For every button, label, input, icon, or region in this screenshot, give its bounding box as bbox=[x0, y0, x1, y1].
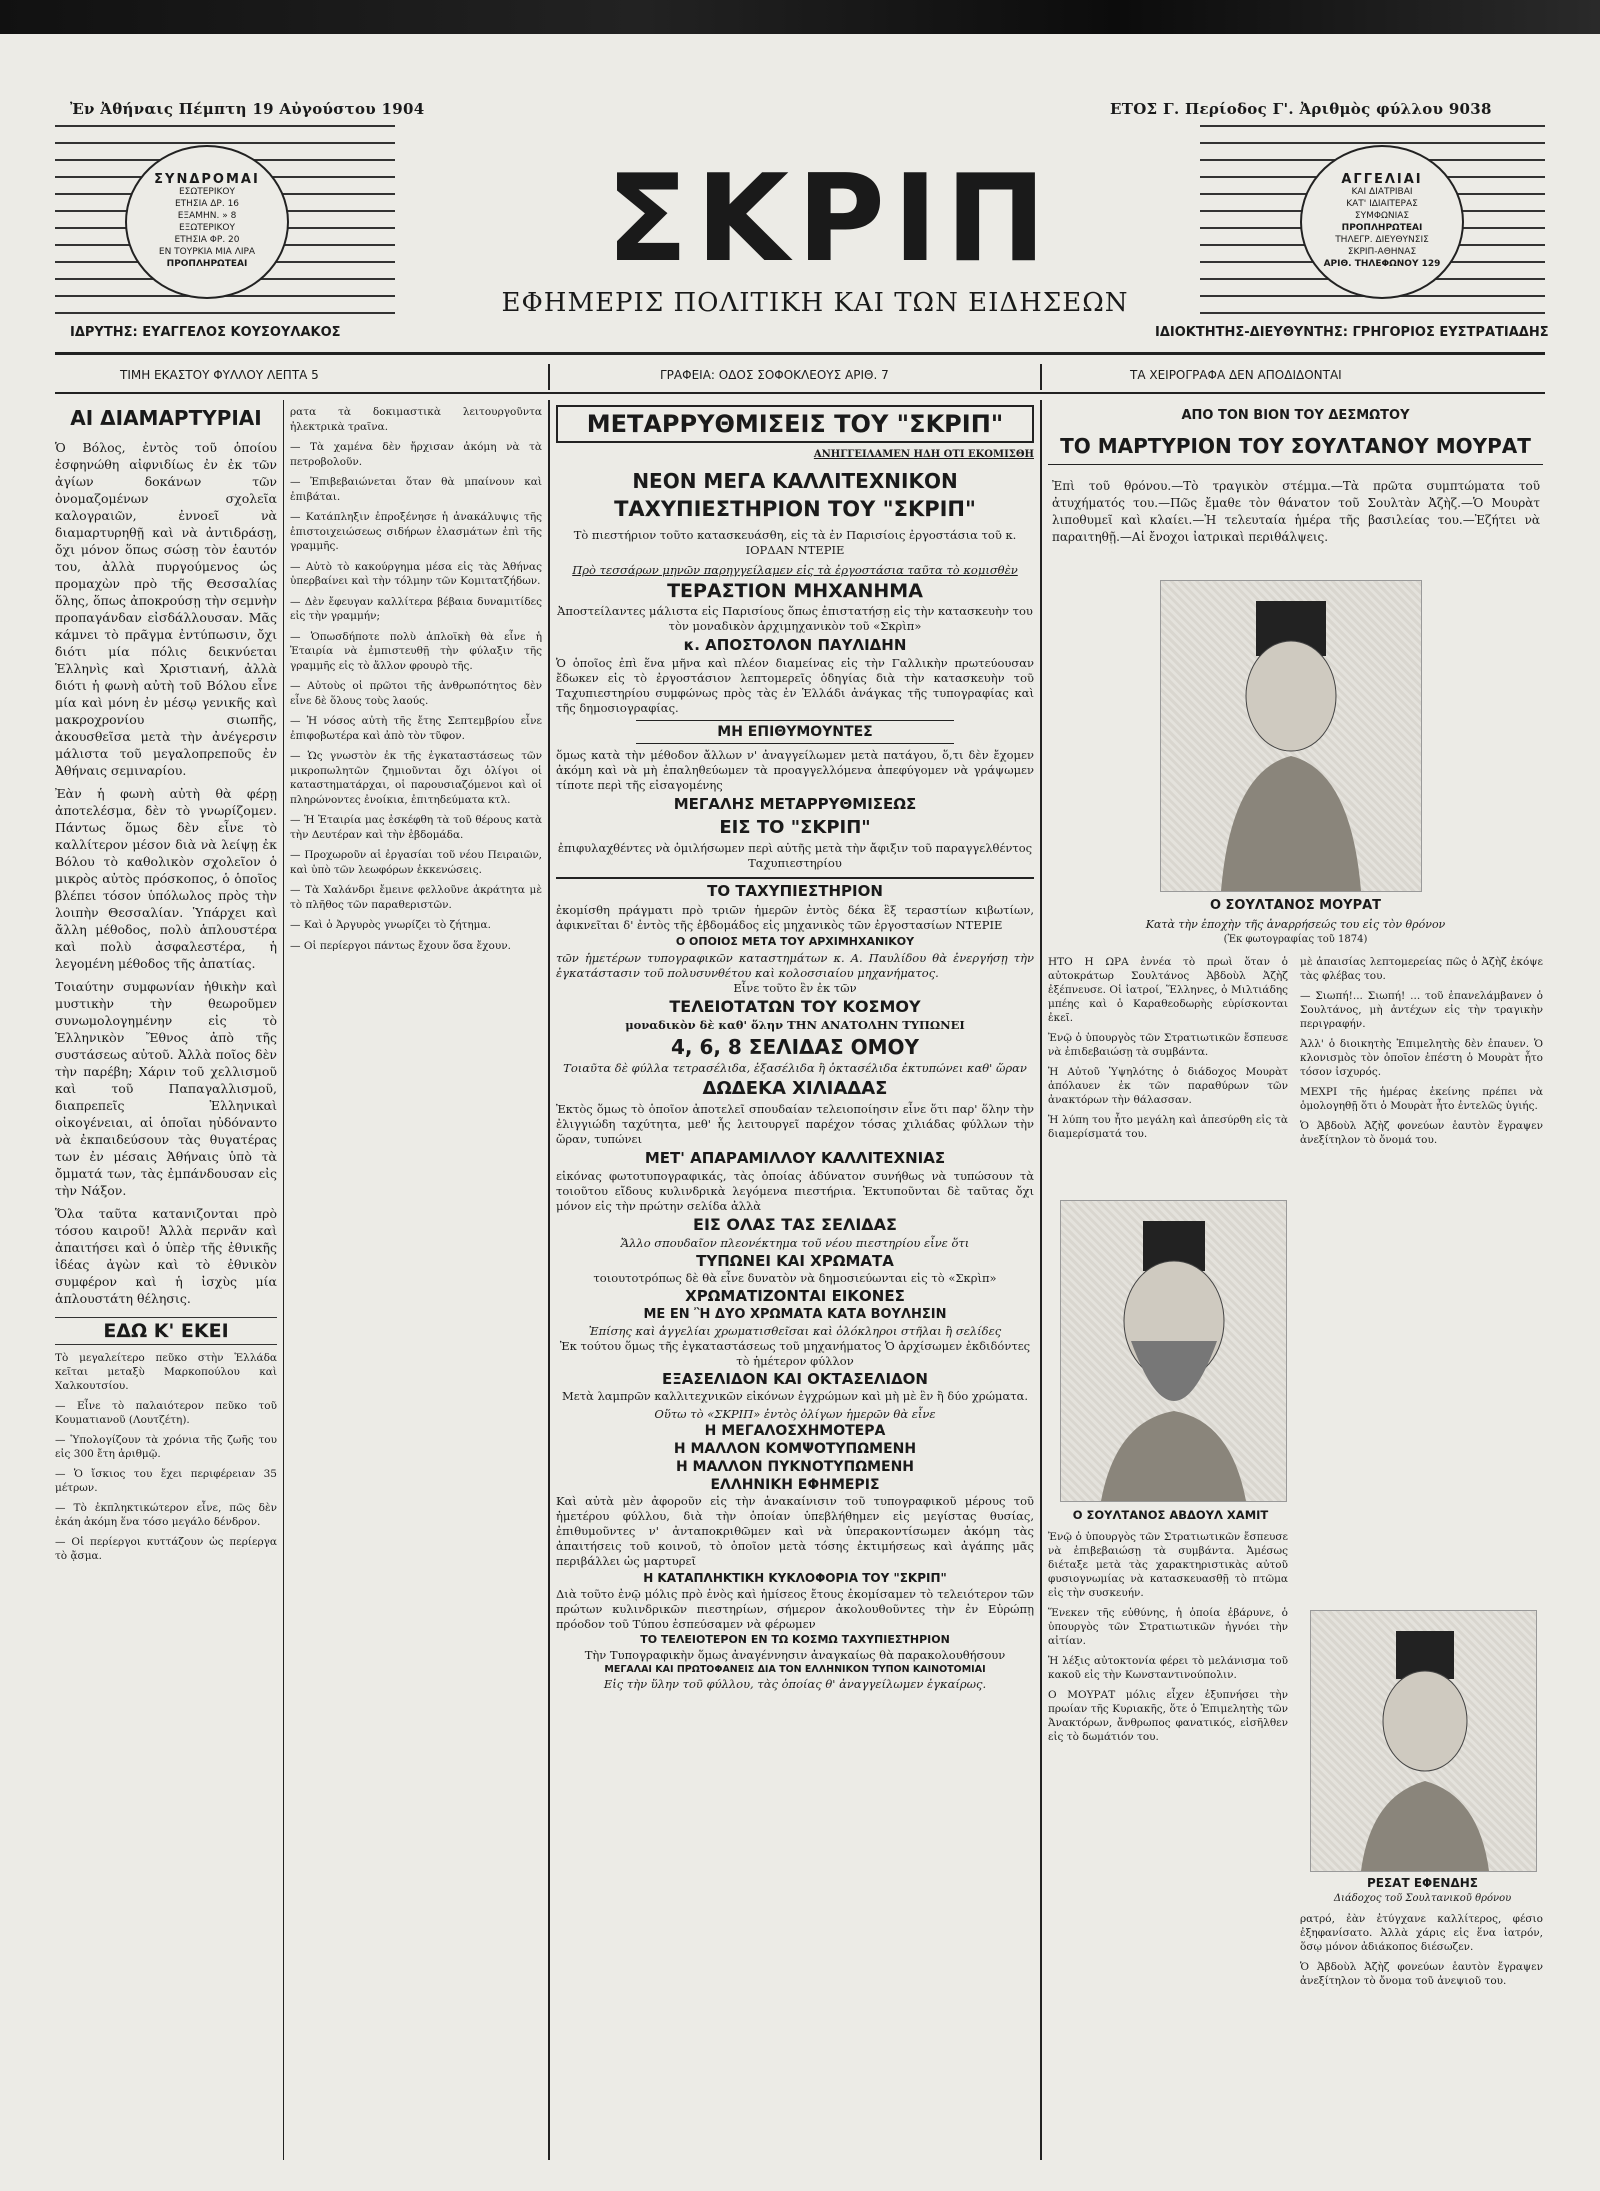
heading: ΜΕΓΑΛΑΙ ΚΑΙ ΠΡΩΤΟΦΑΝΕΙΣ ΔΙΑ ΤΟΝ ΕΛΛΗΝΙΚΟΝ ΤΥΠΟΝ ΚΑΙΝΟΤΟΜΙΑΙ bbox=[604, 1664, 986, 1675]
column-rule bbox=[548, 400, 550, 2160]
price-line: ΤΙΜΗ ΕΚΑΣΤΟΥ ΦΥΛΛΟΥ ΛΕΠΤΑ 5 bbox=[120, 368, 319, 382]
heading: ΤΕΛΕΙΟΤΑΤΩΝ ΤΟΥ ΚΟΣΜΟΥ bbox=[669, 997, 921, 1016]
paragraph: Ὁ Ἀβδοὺλ Ἀζὴζ φονεύων ἑαυτὸν ἔγραψεν ἀνεξίτηλον τὸ ὄνομά του. bbox=[1300, 1120, 1543, 1146]
heading: ΧΡΩΜΑΤΙΖΟΝΤΑΙ ΕΙΚΟΝΕΣ bbox=[685, 1287, 905, 1305]
short-item: — Προχωροῦν αἱ ἐργασίαι τοῦ νέου Πειραιῶν, καὶ ὑπὸ τῶν λεωφόρων ἐκκενώσεις. bbox=[290, 849, 542, 876]
column-short-news bbox=[290, 405, 542, 2155]
paragraph: Ὁ ὁποῖος ἐπὶ ἕνα μῆνα καὶ πλέον διαμείνας εἰς τὴν Γαλλικὴν πρωτεύουσαν ἔδωκεν εἰς τὸ ἐργοστάσιον λεπτομερεῖς ὁδηγίας διὰ τὴν κατασκευὴν τοῦ Ταχυπιεστηρίου συμφώνως πρὸς τὰς ἐν Ἑλλάδι ἀνάγκας τῆς τυπογραφίας καὶ τῆς δημοσιογραφίας. bbox=[556, 656, 1034, 715]
heading: Η ΚΑΤΑΠΛΗΚΤΙΚΗ ΚΥΚΛΟΦΟΡΙΑ ΤΟΥ "ΣΚΡΙΠ" bbox=[643, 1571, 947, 1585]
badge-line: ΚΑΤ' ΙΔΙΑΙΤΕΡΑΣ bbox=[1346, 199, 1418, 209]
heading: ΕΙΣ ΤΟ "ΣΚΡΙΠ" bbox=[719, 817, 871, 838]
paragraph: Εἰς τὴν ὕλην τοῦ φύλλου, τὰς ὁποίας θ' ἀναγγείλωμεν ἐγκαίρως. bbox=[603, 1677, 987, 1691]
badge-title: ΣΥΝΔΡΟΜΑΙ bbox=[154, 172, 260, 187]
badge-line: ΤΗΛΕΓΡ. ΔΙΕΥΘΥΝΣΙΣ bbox=[1335, 235, 1429, 245]
column-reforms bbox=[556, 405, 1034, 2155]
office-line: ΓΡΑΦΕΙΑ: ΟΔΟΣ ΣΟΦΟΚΛΕΟΥΣ ΑΡΙΘ. 7 bbox=[660, 368, 889, 382]
murat-text-right bbox=[1300, 955, 1543, 1545]
paragraph: μὲ ἀπαισίας λεπτομερείας πῶς ὁ Ἀζὴζ ἐκόψε τὰς φλέβας του. bbox=[1300, 956, 1543, 982]
top-black-band bbox=[0, 0, 1600, 34]
newspaper-subtitle: ΕΦΗΜΕΡΙΣ ΠΟΛΙΤΙΚΗ ΚΑΙ ΤΩΝ ΕΙΔΗΣΕΩΝ bbox=[501, 288, 1129, 318]
article-title: ΑΙ ΔΙΑΜΑΡΤΥΡΙΑΙ bbox=[70, 406, 262, 430]
article-kicker: ΑΠΟ ΤΟΝ ΒΙΟΝ ΤΟΥ ΔΕΣΜΩΤΟΥ bbox=[1181, 408, 1410, 423]
column-rule bbox=[1040, 400, 1042, 2160]
paragraph: Τὸ πιεστήριον τοῦτο κατασκευάσθη, εἰς τὰ ἐν Παρισίοις ἐργοστάσια τοῦ κ. ΙΟΡΔΑΝ ΝΤΕΡΙΕ bbox=[573, 528, 1017, 557]
infobar-rule bbox=[55, 392, 1545, 394]
paragraph: Ἄλλο σπουδαῖον πλεονέκτημα τοῦ νέου πιεστηρίου εἶνε ὅτι bbox=[620, 1236, 970, 1250]
badge-line: ΕΝ ΤΟΥΡΚΙΑ ΜΙΑ ΛΙΡΑ bbox=[158, 247, 256, 257]
short-item: ρατα τὰ δοκιμαστικὰ λειτουργοῦντα ἠλεκτρικὰ τραῖνα. bbox=[290, 406, 542, 433]
portrait-caption-source: (Ἐκ φωτογραφίας τοῦ 1874) bbox=[1223, 934, 1368, 945]
heading: ΜΕΓΑΛΗΣ ΜΕΤΑΡΡΥΘΜΙΣΕΩΣ bbox=[673, 795, 917, 813]
heading: Ο ΟΠΟΙΟΣ ΜΕΤΑ ΤΟΥ ΑΡΧΙΜΗΧΑΝΙΚΟΥ bbox=[675, 935, 915, 948]
heading: ΜΗ ΕΠΙΘΥΜΟΥΝΤΕΣ bbox=[636, 720, 954, 744]
short-item: — Τὸ ἐκπληκτικώτερον εἶνε, πῶς δὲν ἐκάη ἀκόμη ἕνα τόσο μεγάλο δένδρον. bbox=[55, 1502, 277, 1528]
infobar-divider bbox=[1040, 364, 1042, 390]
dateline-left: Ἐν Ἀθήναις Πέμπτη 19 Αὐγούστου 1904 bbox=[70, 100, 425, 118]
paragraph: Ἐκτὸς ὅμως τὸ ὁποῖον ἀποτελεῖ σπουδαίαν τελειοποίησιν εἶνε ὅτι παρ' ὅλην τὴν ἐλιγγιώδη ταχύτητα, μεθ' ἧς λειτουργεῖ παρέχον τόσας χιλιάδας φύλλων τὴν ὥραν, τυπώνει bbox=[556, 1102, 1034, 1146]
section-title: ΕΔΩ Κ' ΕΚΕΙ bbox=[55, 1317, 277, 1345]
portrait-caption-sub: Διάδοχος τοῦ Σουλτανικοῦ θρόνου bbox=[1333, 1893, 1512, 1904]
paragraph: Ο ΜΟΥΡΑΤ μόλις εἶχεν ἐξυπνήσει τὴν πρωίαν τῆς Κυριακῆς, ὅτε ὁ Ἐπιμελητὴς τῶν Ἀνακτόρων, ἄνθρωπος φανατικός, εἰσῆλθεν εἰς τὸ δωμάτιόν του. bbox=[1048, 1689, 1288, 1743]
paragraph: Ὅλα ταῦτα κατανιζονται πρὸ τόσου καιροῦ! Ἀλλὰ περνᾶν καὶ ἀπαιτήσει καὶ ὁ ὑπὲρ τῆς ἐθνικῆς ἰδέας ἀγὼν καὶ τὸ ἐθνικὸν συμφέρον καὶ ἡ ἰσχὺς μία ἁπλουστάτη θέλησις. bbox=[55, 1206, 277, 1306]
heading: ΕΛΛΗΝΙΚΗ ΕΦΗΜΕΡΙΣ bbox=[710, 1477, 880, 1493]
heading: ΜΕΤ' ΑΠΑΡΑΜΙΛΛΟΥ ΚΑΛΛΙΤΕΧΝΙΑΣ bbox=[644, 1149, 946, 1167]
short-item: — Οἱ περίεργοι κυττάζουν ὡς περίεργα τὸ ᾄσμα. bbox=[55, 1536, 277, 1562]
paragraph: Πρὸ τεσσάρων μηνῶν παρηγγείλαμεν εἰς τὰ ἐργοστάσια ταῦτα τὸ κομισθὲν bbox=[572, 563, 1018, 577]
heading: Η ΜΕΓΑΛΟΣΧΗΜΟΤΕΡΑ bbox=[704, 1423, 886, 1439]
paragraph: Ἐκ τούτου ὅμως τῆς ἐγκαταστάσεως τοῦ μηχανήματος Ὁ ἀρχίσωμεν ἐκδιδόντες τὸ ἡμέτερον φύλλον bbox=[559, 1339, 1031, 1368]
badge-line: ΣΚΡΙΠ-ΑΘΗΝΑΣ bbox=[1347, 247, 1417, 257]
reforms-banner: ΜΕΤΑΡΡΥΘΜΙΣΕΙΣ ΤΟΥ "ΣΚΡΙΠ" bbox=[556, 405, 1034, 443]
heading: ΤΕΡΑΣΤΙΟΝ ΜΗΧΑΝΗΜΑ bbox=[667, 580, 923, 602]
short-item: — Οἱ περίεργοι πάντως ἔχουν ὅσα ἔχουν. bbox=[290, 939, 511, 952]
sultan-abdul-hamid-portrait bbox=[1060, 1200, 1287, 1502]
heading: ΤΟ ΤΕΛΕΙΟΤΕΡΟΝ ΕΝ ΤΩ ΚΟΣΜΩ ΤΑΧΥΠΙΕΣΤΗΡΙΟΝ bbox=[640, 1633, 950, 1646]
short-item: — Ἡ νόσος αὐτὴ τῆς ἔτης Σεπτεμβρίου εἶνε ἐπιφοβωτέρα καὶ ἀπὸ τὸν τῦφον. bbox=[290, 715, 542, 742]
masthead-rule bbox=[55, 352, 1545, 355]
paragraph: Τοιαύτην συμφωνίαν ἠθικὴν καὶ μυστικὴν τὴν θεωροῦμεν συνωμολογημένην εἰς τὸ Ἑλληνικὸν Ἔθνος ἀπὸ τῆς συστάσεως αὐτοῦ. Ἀλλὰ ποῖος δὲν τὴν παρέβη; Χάριν τοῦ χελλισμοῦ καὶ τοῦ Παπαγαλλισμοῦ, διαπρεπεῖς Ἑλληνικαὶ οἰκογένειαι, αἱ ὁποῖαι ηὐδόναντο νὰ ἐκπαιδεύσουν τὰς θυγατέρας των ἐν μέσαις Ἀθήναις ὑπὸ τὰ ὄμματά των, τὰς ἐμπάνδουσαν εἰς τὴν Νάξον. bbox=[55, 979, 277, 1198]
murat-text-left bbox=[1048, 955, 1288, 1185]
reshad-efendi-portrait bbox=[1310, 1610, 1537, 1872]
founder-line: ΙΔΡΥΤΗΣ: ΕΥΑΓΓΕΛΟΣ ΚΟΥΣΟΥΛΑΚΟΣ bbox=[70, 325, 341, 340]
badge-footer: ΑΡΙΘ. ΤΗΛΕΦΩΝΟΥ 129 bbox=[1323, 259, 1441, 269]
paragraph: Ἐνῷ ὁ ὑπουργὸς τῶν Στρατιωτικῶν ἔσπευσε νὰ ἐπιβεβαιώσῃ τὰ συμβάντα. Ἀμέσως διέταξε μετὰ τὰς χαρακτηριστικὰς αὐτοῦ φυσιογνωμίας νὰ κατασκευασθῇ τὸ πτῶμα εἰς τὴν συσκευήν. bbox=[1048, 1531, 1288, 1599]
short-item: — Καὶ ὁ Ἀργυρὸς γνωρίζει τὸ ζήτημα. bbox=[290, 919, 491, 931]
paragraph: μοναδικὸν δὲ καθ' ὅλην ΤΗΝ ΑΝΑΤΟΛΗΝ ΤΥΠΩΝΕΙ bbox=[625, 1018, 965, 1032]
column-rule bbox=[283, 400, 284, 2160]
paragraph: — Σιωπή!... Σιωπή! ... τοῦ ἐπανελάμβανεν ὁ Σουλτάνος, μὴ ἀντέχων εἰς τὴν τραγικὴν περιγραφήν. bbox=[1300, 990, 1543, 1030]
heading: ΤΟ ΤΑΧΥΠΙΕΣΤΗΡΙΟΝ bbox=[556, 877, 1034, 903]
paragraph: Ἀλλ' ὁ διοικητὴς Ἐπιμελητὴς δὲν ἐπαυεν. Ὁ κλονισμὸς τὸν ὁποῖον ἐπέστη ὁ Μουρὰτ ἦτο τόσον ἰσχυρός. bbox=[1300, 1038, 1543, 1078]
paragraph: Ὁ Βόλος, ἐντὸς τοῦ ὁποίου ἐσφηνώθη αἰφνιδίως ἐν ἐκ τῶν ἀγίων δοκάνων τῶν ὀνομαζομένων σχολεῖα καλογραιῶν, ἐννοεῖ νὰ διαμαρτυρηθῇ καὶ νὰ ἀντιδράσῃ, ὄχι μόνον ὅπως σώσῃ τὸν ἑαυτόν του, ἀλλὰ πυργούμενος ὡς προμαχὼν πρὸ τῆς Θεσσαλίας ὅλης, ὅπως ἀποκρούσῃ τὴν σεμνὴν προπαγάνδαν εἰσδάλλουσαν. Μᾶς κάμνει τὸ πρᾶγμα ἐντύπωσιν, ὄχι διότι μία πόλις δεικνύεται Ἑλληνὶς καὶ Χριστιανή, ἀλλὰ διότι ἡ φωνὴ αὐτὴ τοῦ Βόλου εἶνε μία καὶ μόνη ἐν μέσῳ γενικῆς καὶ μακροχρονίου σιωπῆς, ἀκουσθεῖσα μετὰ τὴν ἀνέγερσιν μάλιστα τοῦ μεγαλοπρεποῦς ἐν Ἀθήναις σεμιναρίου. bbox=[55, 440, 277, 778]
heading: ΝΕΟΝ ΜΕΓΑ ΚΑΛΛΙΤΕΧΝΙΚΟΝ bbox=[632, 469, 958, 493]
portrait-caption: Ο ΣΟΥΛΤΑΝΟΣ ΜΟΥΡΑΤ bbox=[1209, 898, 1382, 913]
badge-line: ΕΞΩΤΕΡΙΚΟΥ bbox=[179, 223, 235, 233]
paragraph: Μετὰ λαμπρῶν καλλιτεχνικῶν εἰκόνων ἐγχρώμων καὶ μὴ μὲ ἓν ἢ δύο χρώματα. bbox=[561, 1389, 1029, 1403]
heading: ΤΑΧΥΠΙΕΣΤΗΡΙΟΝ ΤΟΥ "ΣΚΡΙΠ" bbox=[614, 497, 976, 521]
advertisements-badge bbox=[1300, 145, 1464, 299]
heading: ΕΞΑΣΕΛΙΔΟΝ ΚΑΙ ΟΚΤΑΣΕΛΙΔΟΝ bbox=[661, 1370, 928, 1388]
short-item: — Τὰ Χαλάνδρι ἔμεινε φελλοῦνε ἀκράτητα μὲ τὸ πλῆθος τῶν παραθεριστῶν. bbox=[290, 884, 542, 911]
owner-line: ΙΔΙΟΚΤΗΤΗΣ-ΔΙΕΥΘΥΝΤΗΣ: ΓΡΗΓΟΡΙΟΣ ΕΥΣΤΡΑΤΙΑΔΗΣ bbox=[1155, 325, 1549, 340]
portrait-caption-sub: Κατὰ τὴν ἐποχὴν τῆς ἀναρρήσεώς του εἰς τὸν θρόνον bbox=[1145, 918, 1446, 931]
paragraph: Ἡ Αὐτοῦ Ὑψηλότης ὁ διάδοχος Μουρὰτ ἀπόλαυεν ἐκ τῶν παραθύρων τῶν ἀνακτόρων τὴν θάλασσαν. bbox=[1048, 1066, 1288, 1106]
murat-text-bottom-right bbox=[1300, 1912, 1543, 2152]
murat-text-bottom-left bbox=[1048, 1530, 1288, 2150]
paragraph: Ἐπίσης καὶ ἀγγελίαι χρωματισθεῖσαι καὶ ὁλόκληροι στῆλαι ἢ σελίδες bbox=[588, 1324, 1002, 1338]
paragraph: ἐκομίσθη πράγματι πρὸ τριῶν ἡμερῶν ἐντὸς δέκα ἓξ τεραστίων κιβωτίων, ἀφικνεῖται δ' ἐντὸς τῆς ἑβδομάδος εἰς μηχανικὸς τῶν ἐργοστασίων ΝΤΕΡΙΕ bbox=[556, 903, 1034, 932]
paragraph: εἰκόνας φωτοτυπογραφικάς, τὰς ὁποίας ἀδύνατον συνήθως νὰ τυπώσουν τὰ τοιοῦτου εἴδους κυλινδρικὰ λεγόμενα πιεστήρια. Ἐκτυποῦνται δὲ ταῦτας ὄχι μόνον εἰς τὴν πρώτην σελίδα ἀλλὰ bbox=[556, 1169, 1034, 1213]
short-item: Τὸ μεγαλείτερο πεῦκο στὴν Ἑλλάδα κεῖται μεταξὺ Μαρκοπούλου καὶ Χαλκουτσίου. bbox=[55, 1352, 277, 1392]
portrait-caption: ΡΕΣΑΤ ΕΦΕΝΔΗΣ bbox=[1366, 1876, 1478, 1890]
short-item: — Τὰ χαμένα δὲν ἤρχισαν ἀκόμη νὰ τὰ πετροβολοῦν. bbox=[290, 441, 542, 468]
paragraph: Ἕνεκεν τῆς εὐθύνης, ἡ ὁποία ἐβάρυνε, ὁ ὑπουργὸς τῶν Στρατιωτικῶν ἠγνόει τὴν αἰτίαν. bbox=[1048, 1607, 1288, 1647]
paragraph: Εἶνε τοῦτο ἓν ἐκ τῶν bbox=[733, 981, 857, 995]
short-item: — Ἡ Ἑταιρία μας ἐσκέφθη τὰ τοῦ θέρους κατὰ τὴν Δευτέραν καὶ τὴν ἑβδομάδα. bbox=[290, 814, 542, 841]
paragraph: Ἐνῷ ὁ ὑπουργὸς τῶν Στρατιωτικῶν ἔσπευσε νὰ ἐπιδεβαιώσῃ τὰ συμβάντα. bbox=[1048, 1032, 1288, 1058]
paragraph: Οὕτω τὸ «ΣΚΡΙΠ» ἐντὸς ὀλίγων ἡμερῶν θὰ εἶνε bbox=[654, 1407, 936, 1421]
paragraph: τοιουτοτρόπως δὲ θὰ εἶνε δυνατὸν νὰ δημοσιεύωνται εἰς τὸ «Σκρὶπ» bbox=[593, 1271, 997, 1285]
paragraph: ΜΕΧΡΙ τῆς ἡμέρας ἐκείνης πρέπει νὰ ὁμολογηθῇ ὅτι ὁ Μουρὰτ ἦτο ἐντελῶς ὑγιής. bbox=[1300, 1086, 1543, 1112]
newspaper-logo: ΣΚΡΙΠ bbox=[606, 150, 1054, 289]
paragraph: Διὰ τοῦτο ἐνῷ μόλις πρὸ ἑνὸς καὶ ἡμίσεος ἔτους ἐκομίσαμεν τὸ τελειότερον τῶν πρώτων κυλινδρικῶν πιεστηρίων, σήμερον ἀκολουθοῦντες τὴν ἐν Εὐρώπῃ πρόοδον τοῦ Τύπου ἐσπεύσαμεν νὰ φέρωμεν bbox=[556, 1587, 1034, 1631]
paragraph: Καὶ αὐτὰ μὲν ἀφοροῦν εἰς τὴν ἀνακαίνισιν τοῦ τυπογραφικοῦ μέρους τοῦ ἡμετέρου φύλλου, διὰ τὴν ὁποίαν ὑπεβλήθημεν εἰς μεγίστας θυσίας, ἐπιθυμοῦντες ν' ἀνταποκριθῶμεν καὶ νὰ ὑπερακοντίσωμεν ἀκόμη τὰς ἀπαιτήσεις τοῦ κοινοῦ, τὸ ὁποῖον μετὰ τόσης ἐκτιμήσεως καὶ ἀγάπης μᾶς περιβάλλει ὡς μαρτυρεῖ bbox=[556, 1494, 1034, 1568]
paragraph: ἐπιφυλαχθέντες νὰ ὁμιλήσωμεν περὶ αὐτῆς μετὰ τὴν ἄφιξιν τοῦ παραγγελθέντος Ταχυπιεστηρίου bbox=[557, 841, 1033, 870]
manuscripts-line: ΤΑ ΧΕΙΡΟΓΡΑΦΑ ΔΕΝ ΑΠΟΔΙΔΟΝΤΑΙ bbox=[1130, 368, 1342, 382]
paragraph: ὅμως κατὰ τὴν μέθοδον ἄλλων ν' ἀναγγείλωμεν μετὰ πατάγου, ὅ,τι δὲν ἔχομεν ἀκόμη καὶ νὰ μὴ ἐπαληθεύωμεν τὰ προαγγελλόμενα ἀπεφύγομεν νὰ γράψωμεν τίποτε περὶ τῆς εἰσαγομένης bbox=[556, 748, 1034, 792]
dateline-right: ΕΤΟΣ Γ. Περίοδος Γ'. Ἀριθμὸς φύλλου 9038 bbox=[1110, 100, 1492, 118]
sultan-murat-portrait bbox=[1160, 580, 1422, 892]
badge-line: ΚΑΙ ΔΙΑΤΡΙΒΑΙ bbox=[1351, 187, 1413, 197]
badge-line: ΕΣΩΤΕΡΙΚΟΥ bbox=[179, 187, 235, 197]
column-protests bbox=[55, 405, 277, 2155]
badge-line: ΕΤΗΣΙΑ ΔΡ. 16 bbox=[174, 199, 240, 209]
short-item: — Αὐτοὺς οἱ πρῶτοι τῆς ἀνθρωπότητος δὲν εἶνε δὲ ὅλους τοὺς λαούς. bbox=[290, 680, 542, 707]
article-deck: Ἐπὶ τοῦ θρόνου.—Τὸ τραγικὸν στέμμα.—Τὰ πρῶτα συμπτώματα τοῦ ἀτυχήματός του.—Πῶς ἔμαθε τὸν θάνατον τοῦ Σουλτὰν Ἀζὴζ.—Ὁ Μουρὰτ λιποθυμεῖ καὶ κλαίει.—Ἡ τελευταία ἡμέρα τῆς βασιλείας του.—Ἐζήτει νὰ παραιτηθῇ.—Αἱ ἔνοχοι ἰατρικαὶ περιθάλψεις. bbox=[1052, 479, 1540, 544]
paragraph: Ἀποστείλαντες μάλιστα εἰς Παρισίους ὅπως ἐπιστατήσῃ εἰς τὴν κατασκευὴν του τὸν μοναδικὸν ἀρχιμηχανικὸν τοῦ «Σκρὶπ» bbox=[557, 604, 1033, 633]
heading: ΔΩΔΕΚΑ ΧΙΛΙΑΔΑΣ bbox=[702, 1078, 888, 1099]
short-item: — Εἶνε τὸ παλαιότερον πεῦκο τοῦ Κουματιανοῦ (Λουτζέτη). bbox=[55, 1400, 277, 1426]
fez-figure-icon bbox=[1061, 1201, 1286, 1501]
badge-title: ΑΓΓΕΛΙΑΙ bbox=[1341, 172, 1423, 187]
paragraph: Τοιαῦτα δὲ φύλλα τετρασέλιδα, ἑξασέλιδα ἢ ὀκτασέλιδα ἐκτυπώνει καθ' ὥραν bbox=[563, 1061, 1027, 1075]
short-item: — Ὑπολογίζουν τὰ χρόνια τῆς ζωῆς του εἰς 300 ἔτη ἀριθμῷ. bbox=[55, 1434, 277, 1460]
short-item: — Ὁπωσδήποτε πολὺ ἀπλοϊκὴ θὰ εἶνε ἡ Ἑταιρία νὰ ἐμπιστευθῇ τὴν φύλαξιν τῆς γραμμῆς εἰς τὸ ἄλλον φρουρὸ τῆς. bbox=[290, 630, 542, 672]
heading: ΕΙΣ ΟΛΑΣ ΤΑΣ ΣΕΛΙΔΑΣ bbox=[693, 1215, 897, 1234]
short-item: — Ἐπιβεβαιώνεται ὅταν θὰ μπαίνουν καὶ ἐπιβάται. bbox=[290, 476, 542, 503]
fez-figure-icon bbox=[1161, 581, 1421, 891]
paragraph: ΗΤΟ Η ΩΡΑ ἐννέα τὸ πρωὶ ὅταν ὁ αὐτοκράτωρ Σουλτάνος Ἀβδοὺλ Ἀζὴζ ἐξέπνευσε. Οἱ ἰατροί, Ἕλληνες, ὁ Μιλτιάδης μπέης καὶ ὁ Καραθεοδωρὴς εὑρίσκονται ἐκεῖ. bbox=[1048, 956, 1288, 1024]
fez-figure-icon bbox=[1311, 1611, 1536, 1871]
subscriptions-badge bbox=[125, 145, 289, 299]
paragraph: Ὁ Ἀβδοὺλ Ἀζὴζ φονεύων ἑαυτὸν ἔγραψεν ἀνεξίτηλον τὸ ὄνομα τοῦ ἀνεψιοῦ του. bbox=[1300, 1961, 1543, 1987]
short-item: — Κατάπληξιν ἐπροξένησε ἡ ἀνακάλυψις τῆς ἐπιστοιχειώσεως σιδήρων ἐλασμάτων ἐπὶ τῆς γραμμῆς. bbox=[290, 511, 542, 552]
heading: 4, 6, 8 ΣΕΛΙΔΑΣ ΟΜΟΥ bbox=[670, 1035, 920, 1059]
portrait-caption: Ο ΣΟΥΛΤΑΝΟΣ ΑΒΔΟΥΛ ΧΑΜΙΤ bbox=[1072, 1508, 1269, 1522]
kicker: ΑΝΗΓΓΕΙΛΑΜΕΝ ΗΔΗ ΟΤΙ ΕΚΟΜΙΣΘΗ bbox=[813, 449, 1034, 460]
badge-footer: ΠΡΟΠΛΗΡΩΤΕΑΙ bbox=[166, 259, 248, 269]
paragraph: Τὴν Τυπογραφικὴν ὅμως ἀναγέννησιν ἀναγκαίως θὰ παρακολουθήσουν bbox=[584, 1648, 1006, 1662]
paragraph: ρατρό, ἐὰν ἐτύγχανε καλλίτερος, φέσιο ἐξηφανίσατο. Ἀλλὰ χάρις εἰς ἕνα ἰατρόν, ὅσῳ μόνον ἀδιάκοπος διέσωζεν. bbox=[1300, 1913, 1543, 1953]
infobar-divider bbox=[548, 364, 550, 390]
short-item: — Ὁ ἴσκιος του ἔχει περιφέρειαν 35 μέτρων. bbox=[55, 1468, 277, 1494]
short-item: — Δὲν ἔφευγαν καλλίτερα βέβαια δυναμιτίδες εἰς τὴν γραμμήν; bbox=[290, 595, 542, 622]
badge-line: ΕΞΑΜΗΝ. » 8 bbox=[177, 211, 237, 221]
heading: ΜΕ ΕΝ Ἢ ΔΥΟ ΧΡΩΜΑΤΑ ΚΑΤΑ ΒΟΥΛΗΣΙΝ bbox=[643, 1307, 947, 1322]
paragraph: τῶν ἡμετέρων τυπογραφικῶν καταστημάτων κ. Α. Παυλίδου θὰ ἐνεργήσῃ τὴν ἐγκατάστασιν τοῦ πολυσυνθέτου καὶ κολοσσιαίου μηχανήματος. bbox=[556, 951, 1034, 980]
heading: Η ΜΑΛΛΟΝ ΠΥΚΝΟΤΥΠΩΜΕΝΗ bbox=[675, 1459, 915, 1475]
short-item: — Αὐτὸ τὸ κακούργημα μέσα εἰς τὰς Ἀθήνας ὑπερβαίνει καὶ τὴν τόλμην τῶν Κομιτατζήδων. bbox=[290, 560, 542, 587]
engineer-name: κ. ΑΠΟΣΤΟΛΟΝ ΠΑΥΛΙΔΗΝ bbox=[683, 636, 907, 654]
paragraph: Ἐὰν ἡ φωνὴ αὐτὴ θὰ φέρῃ ἀποτελέσμα, δὲν τὸ γνωρίζομεν. Πάντως ὅμως δὲν εἶνε τὸ καλλίτερον μέσον διὰ νὰ λείψῃ ἐκ Βόλου τὸ καθολικὸν σχολεῖον ὁ μικρὸς αὐτὸς πρόσκοπος, ὁ ὁποῖος βλέπει τόσον ὑπόλωλος πρὸς τὴν λοιπὴν Θεσσαλίαν. Ὑπάρχει καὶ ἄλλη μέθοδος, πολὺ ἁπλουστέρα καὶ πολὺ ἀσφαλεστέρα, ἡ λεγομένη μέθοδος τῆς ἀπατίας. bbox=[55, 786, 277, 971]
heading: ΤΥΠΩΝΕΙ ΚΑΙ ΧΡΩΜΑΤΑ bbox=[696, 1252, 894, 1270]
heading: Η ΜΑΛΛΟΝ ΚΟΜΨΟΤΥΠΩΜΕΝΗ bbox=[673, 1441, 917, 1457]
badge-line: ΣΥΜΦΩΝΙΑΣ bbox=[1354, 211, 1410, 221]
paragraph: Ἡ λέξις αὐτοκτονία φέρει τὸ μελάνισμα τοῦ κακοῦ εἰς τὴν Κωνσταντινούπολιν. bbox=[1048, 1655, 1288, 1681]
badge-line: ΠΡΟΠΛΗΡΩΤΕΑΙ bbox=[1341, 223, 1423, 233]
paragraph: Ἡ λύπη του ἦτο μεγάλη καὶ ἀπεσύρθη εἰς τὰ διαμερίσματά του. bbox=[1048, 1114, 1288, 1140]
short-item: — Ὡς γνωστὸν ἐκ τῆς ἐγκαταστάσεως τῶν μικροπωλητῶν ζημιοῦνται ὄχι ὀλίγοι οἱ καταστηματάρχαι, οἱ παρουσιαζόμενοι καὶ οἱ πληρώνοντες ἐνοίκια, ἐπιτηδεύματα κτλ. bbox=[290, 750, 542, 806]
badge-line: ΕΤΗΣΙΑ ΦΡ. 20 bbox=[174, 235, 240, 245]
article-title: ΤΟ ΜΑΡΤΥΡΙΟΝ ΤΟΥ ΣΟΥΛΤΑΝΟΥ ΜΟΥΡΑΤ bbox=[1048, 428, 1543, 465]
